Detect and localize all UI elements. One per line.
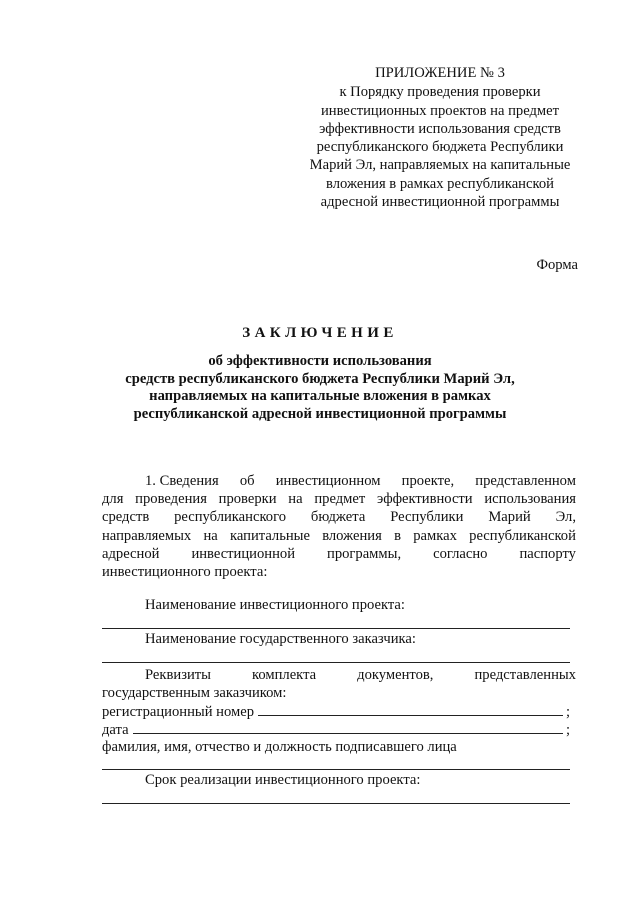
word: средств	[102, 509, 150, 526]
word: Реквизиты	[145, 667, 211, 683]
word: рамках	[413, 527, 457, 544]
paragraph-line	[102, 563, 576, 581]
word: комплекта	[252, 667, 317, 683]
paragraph-line	[102, 508, 576, 526]
word: 1. Сведения	[145, 473, 219, 489]
subtitle-line: об эффективности использования	[208, 353, 432, 369]
word: адресной	[102, 545, 160, 562]
requisites-line	[102, 667, 576, 684]
word: вложения	[322, 527, 382, 544]
word: на	[203, 527, 218, 544]
term-blank[interactable]	[102, 803, 570, 804]
paragraph-line	[102, 545, 576, 563]
paragraph-line	[102, 472, 576, 490]
word: проведения	[135, 491, 207, 508]
word: документов,	[357, 667, 434, 683]
section-1-paragraph	[102, 472, 576, 581]
paragraph-line	[102, 490, 576, 508]
word: для	[102, 491, 124, 508]
word: представленном	[475, 473, 576, 489]
word: республиканской	[469, 527, 576, 544]
appendix-line: вложения в рамках республиканской	[326, 175, 554, 192]
word: использования	[484, 491, 576, 508]
requisites-line-2: государственным заказчиком:	[102, 685, 287, 701]
form-label: Форма	[536, 257, 578, 273]
word: Марий	[488, 509, 531, 526]
subtitle-line: средств республиканского бюджета Республики Марий Эл,	[125, 370, 515, 387]
date-row	[102, 721, 570, 739]
word: в	[394, 527, 401, 544]
appendix-title: ПРИЛОЖЕНИЕ № 3	[375, 65, 505, 81]
word: паспорту	[519, 545, 576, 562]
appendix-line: адресной инвестиционной программы	[320, 194, 560, 211]
appendix-line: Марий Эл, направляемых на капитальные	[309, 157, 571, 174]
customer-name-blank[interactable]	[102, 662, 570, 663]
date-blank[interactable]	[133, 721, 563, 734]
word: предмет	[314, 491, 366, 508]
subtitle-line: республиканской адресной инвестиционной программы	[133, 405, 507, 422]
date-label: дата	[102, 722, 129, 738]
word: на	[288, 491, 303, 508]
word: инвестиционной	[191, 545, 296, 562]
word: программы,	[327, 545, 402, 562]
word: капитальные	[229, 527, 310, 544]
word: инвестиционном	[275, 473, 381, 489]
word: представленных	[474, 667, 576, 683]
project-name-blank[interactable]	[102, 628, 570, 629]
appendix-header	[300, 64, 580, 211]
signer-blank[interactable]	[102, 769, 570, 770]
appendix-line: республиканского бюджета Республики	[316, 139, 564, 156]
semicolon: ;	[565, 704, 570, 720]
word: инвестиционного проекта:	[102, 564, 268, 581]
word: Эл,	[555, 509, 576, 526]
word: республиканского	[174, 509, 287, 526]
signer-label: фамилия, имя, отчество и должность подписавшего лица	[102, 739, 457, 755]
word: направляемых	[102, 527, 192, 544]
term-label: Срок реализации инвестиционного проекта:	[145, 772, 421, 788]
appendix-line: к Порядку проведения проверки	[339, 84, 541, 101]
appendix-line: инвестиционных проектов на предмет	[320, 102, 560, 119]
subtitle-line: направляемых на капитальные вложения в рамках	[149, 388, 491, 404]
reg-number-blank[interactable]	[258, 703, 563, 716]
word: согласно	[433, 545, 488, 562]
word: проекте,	[401, 473, 455, 489]
word: эффективности	[377, 491, 473, 508]
word: об	[239, 473, 255, 489]
project-name-label: Наименование инвестиционного проекта:	[145, 597, 405, 613]
reg-number-row	[102, 703, 570, 721]
document-subtitle	[60, 353, 580, 423]
word: Республики	[390, 509, 464, 526]
semicolon: ;	[565, 722, 570, 738]
document-title: ЗАКЛЮЧЕНИЕ	[242, 325, 398, 341]
appendix-line: эффективности использования средств	[319, 120, 561, 137]
paragraph-line	[102, 527, 576, 545]
word: проверки	[218, 491, 277, 508]
customer-name-label: Наименование государственного заказчика:	[145, 631, 416, 647]
reg-number-label: регистрационный номер	[102, 704, 255, 720]
word: бюджета	[310, 509, 366, 526]
